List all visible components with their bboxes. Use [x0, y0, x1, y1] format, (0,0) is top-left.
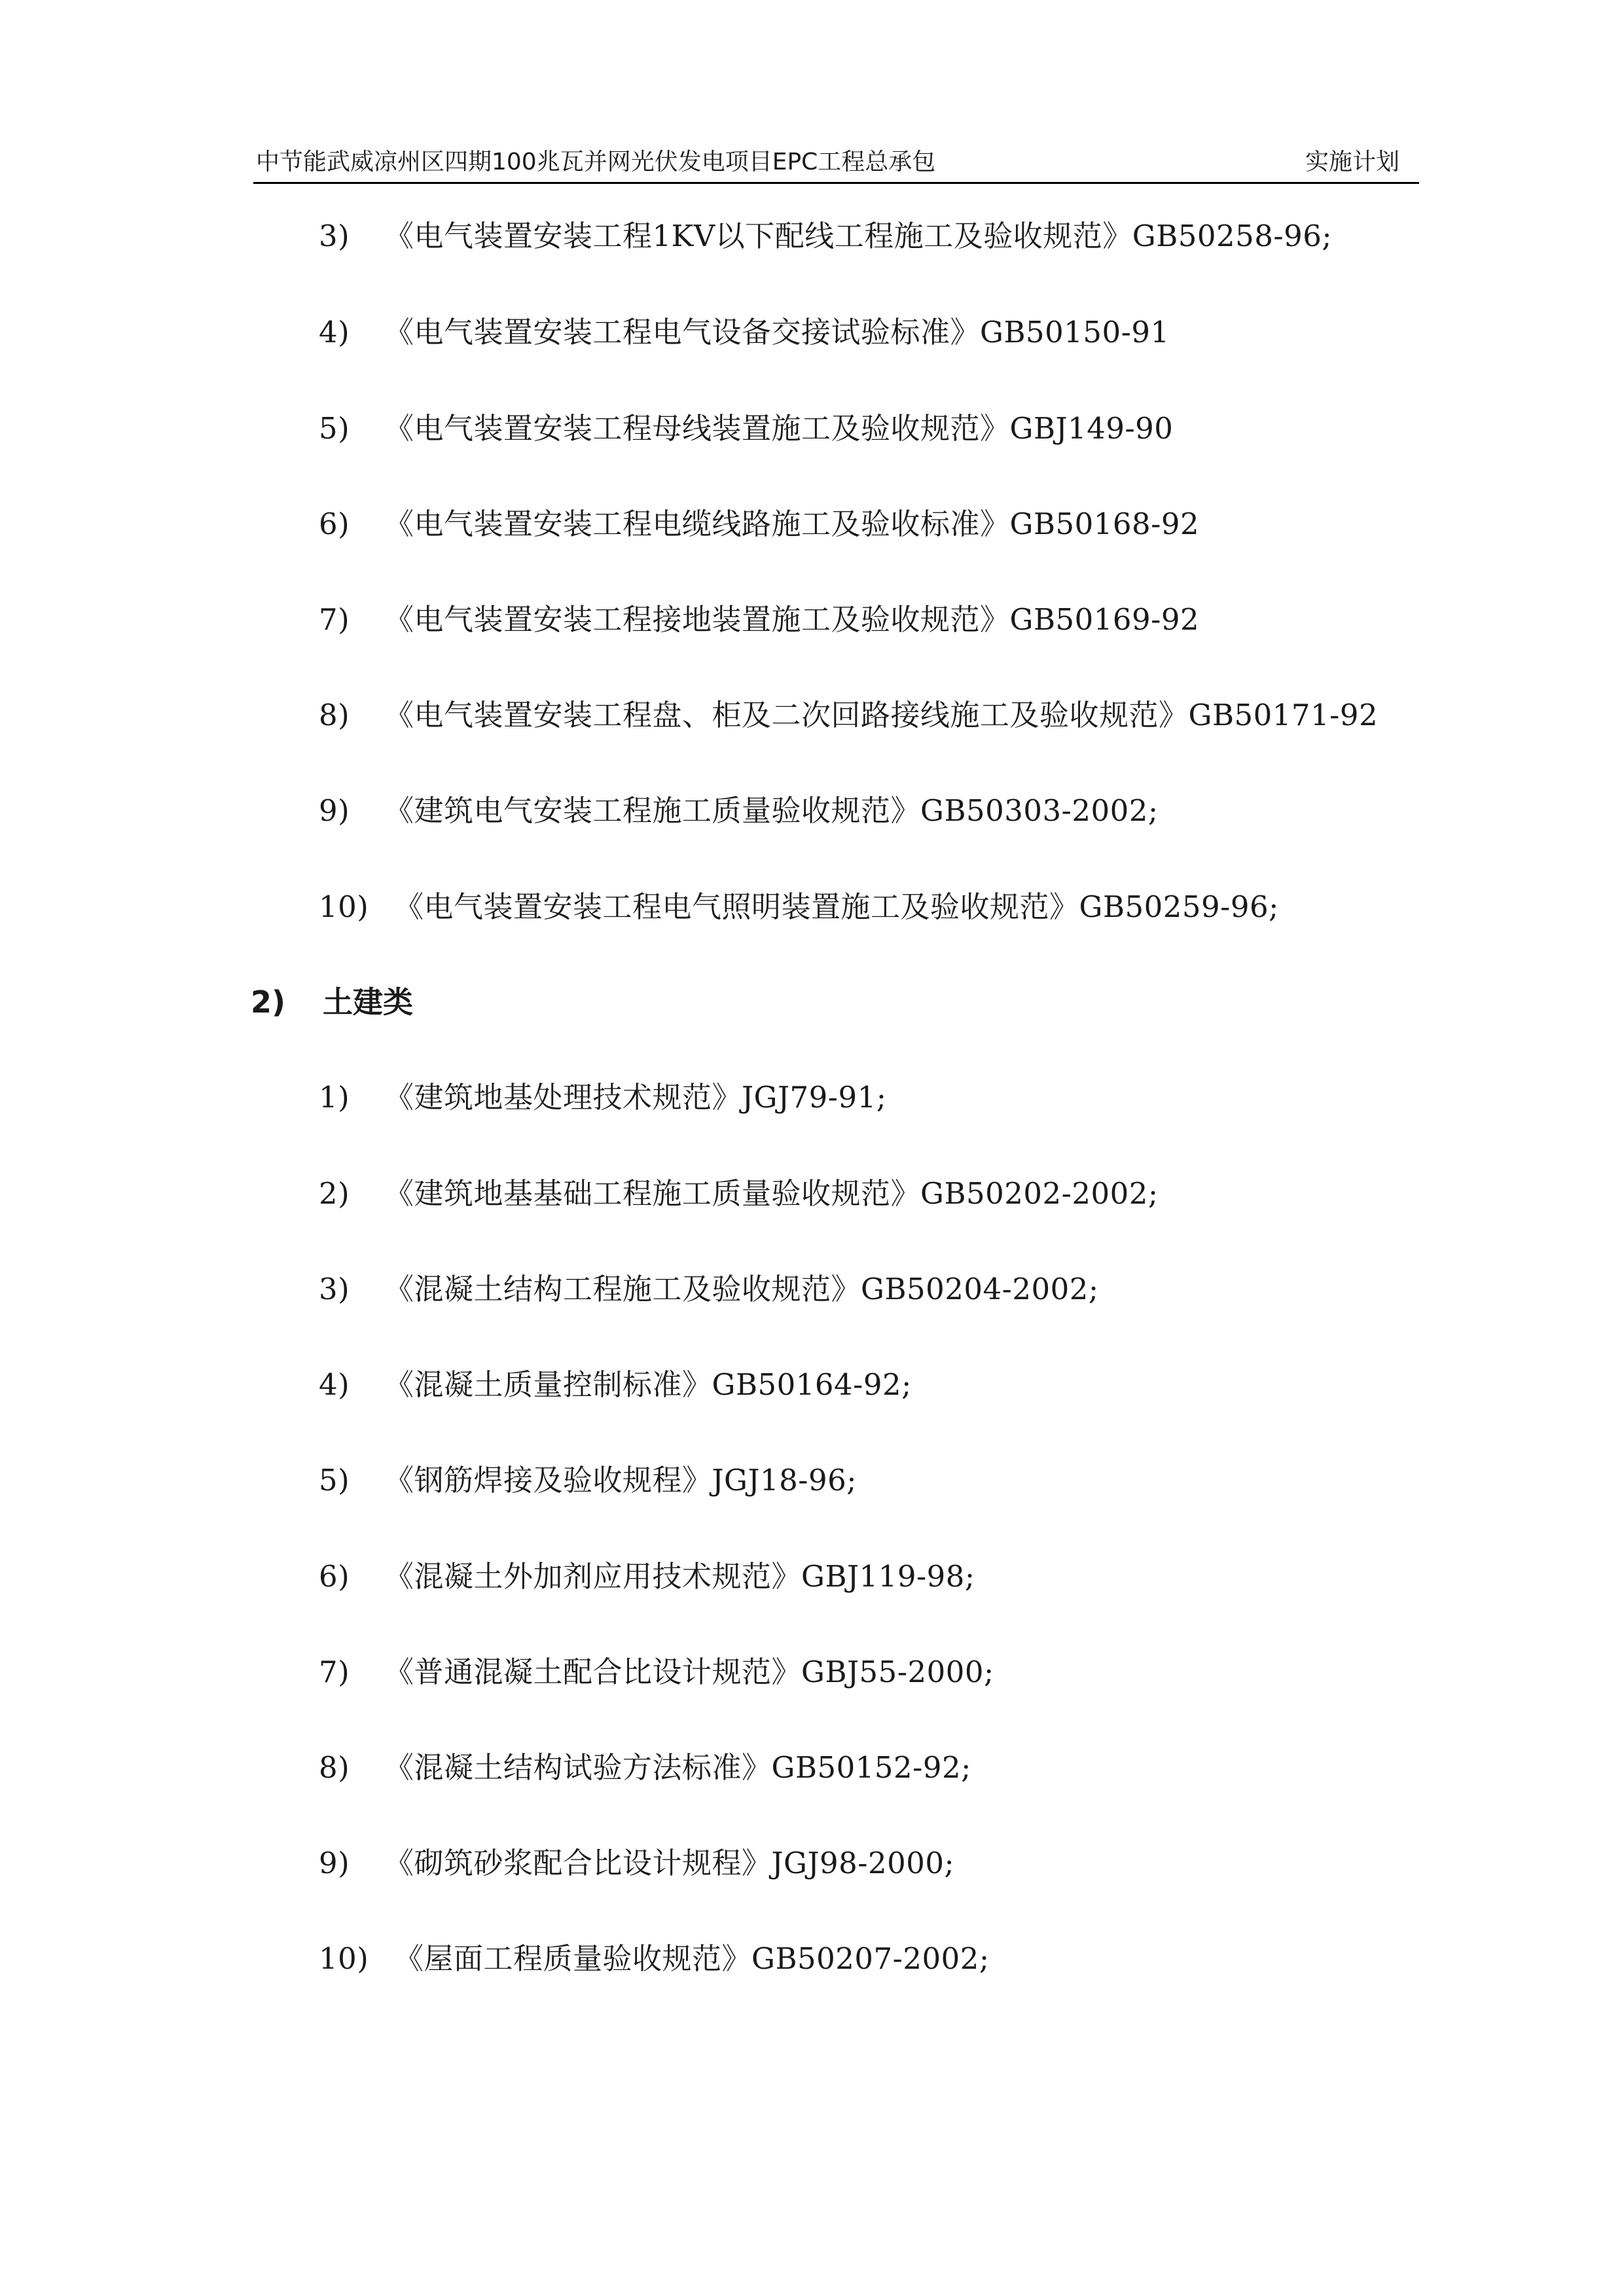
- list-item: [319, 1654, 994, 1691]
- list-item-number: 9): [319, 793, 350, 828]
- list-item-number: 5): [319, 1463, 350, 1498]
- list-item-text: 《电气装置安装工程电缆线路施工及验收标准》GB50168-92: [384, 507, 1200, 541]
- list-item-number: 4): [319, 1367, 350, 1402]
- list-item-number: 5): [319, 411, 350, 446]
- list-item-number: 8): [319, 698, 350, 732]
- list-item: [319, 1175, 1159, 1212]
- list-item: [319, 1845, 954, 1882]
- list-item-text: 《电气装置安装工程1KV以下配线工程施工及验收规范》GB50258-96;: [384, 219, 1333, 253]
- list-item-text: 《普通混凝土配合比设计规范》GBJ55-2000;: [384, 1655, 994, 1689]
- list-item-number: 6): [319, 1559, 350, 1594]
- section-number: 2): [251, 984, 286, 1020]
- list-item-number: 10): [319, 1941, 369, 1976]
- list-item: [319, 1462, 857, 1499]
- list-item: [319, 1079, 886, 1116]
- list-item-number: 3): [319, 219, 350, 253]
- list-item: [319, 793, 1159, 829]
- list-item: [319, 1941, 990, 1977]
- list-item-text: 《电气装置安装工程接地装置施工及验收规范》GB50169-92: [384, 602, 1200, 637]
- list-item-text: 《建筑电气安装工程施工质量验收规范》GB50303-2002;: [384, 793, 1159, 828]
- list-item: [319, 1749, 971, 1786]
- list-item-number: 2): [319, 1176, 350, 1211]
- list-item-text: 《建筑地基基础工程施工质量验收规范》GB50202-2002;: [384, 1176, 1159, 1211]
- list-item-text: 《混凝土结构试验方法标准》GB50152-92;: [384, 1750, 971, 1785]
- list-item-number: 8): [319, 1750, 350, 1785]
- list-item: [319, 697, 1378, 734]
- list-item-text: 《混凝土质量控制标准》GB50164-92;: [384, 1367, 912, 1402]
- list-item: [319, 601, 1199, 638]
- list-item: [319, 889, 1279, 925]
- list-item-number: 7): [319, 1655, 350, 1689]
- list-item-number: 9): [319, 1846, 350, 1880]
- list-item-text: 《屋面工程质量验收规范》GB50207-2002;: [394, 1941, 990, 1976]
- list-item-text: 《混凝土外加剂应用技术规范》GBJ119-98;: [384, 1559, 975, 1594]
- list-item: [319, 410, 1173, 447]
- list-item: [319, 506, 1199, 543]
- header-project-title: 中节能武威凉州区四期100兆瓦并网光伏发电项目EPC工程总承包: [256, 149, 936, 175]
- list-item-text: 《钢筋焊接及验收规程》JGJ18-96;: [384, 1463, 857, 1498]
- list-item-text: 《砌筑砂浆配合比设计规程》JGJ98-2000;: [384, 1846, 955, 1880]
- list-item: [319, 1367, 912, 1403]
- list-item-text: 《电气装置安装工程母线装置施工及验收规范》GBJ149-90: [384, 411, 1174, 446]
- list-item-number: 1): [319, 1080, 350, 1115]
- list-item-text: 《电气装置安装工程盘、柜及二次回路接线施工及验收规范》GB50171-92: [384, 698, 1379, 732]
- list-item-number: 7): [319, 602, 350, 637]
- section-title: 土建类: [323, 984, 413, 1020]
- list-item-text: 《建筑地基处理技术规范》JGJ79-91;: [384, 1080, 887, 1115]
- list-item: [319, 218, 1332, 255]
- header-section-title: 实施计划: [1305, 149, 1399, 175]
- list-item-number: 10): [319, 889, 369, 924]
- list-item-number: 3): [319, 1272, 350, 1306]
- list-item-text: 《电气装置安装工程电气照明装置施工及验收规范》GB50259-96;: [394, 889, 1279, 924]
- page-header: [253, 149, 1419, 184]
- list-item: [319, 1271, 1099, 1308]
- list-item-text: 《混凝土结构工程施工及验收规范》GB50204-2002;: [384, 1272, 1099, 1306]
- list-item: [319, 1558, 975, 1595]
- section-heading: [251, 984, 413, 1020]
- list-item: [319, 314, 1170, 351]
- list-item-number: 4): [319, 315, 350, 350]
- list-item-number: 6): [319, 507, 350, 541]
- list-item-text: 《电气装置安装工程电气设备交接试验标准》GB50150-91: [384, 315, 1170, 350]
